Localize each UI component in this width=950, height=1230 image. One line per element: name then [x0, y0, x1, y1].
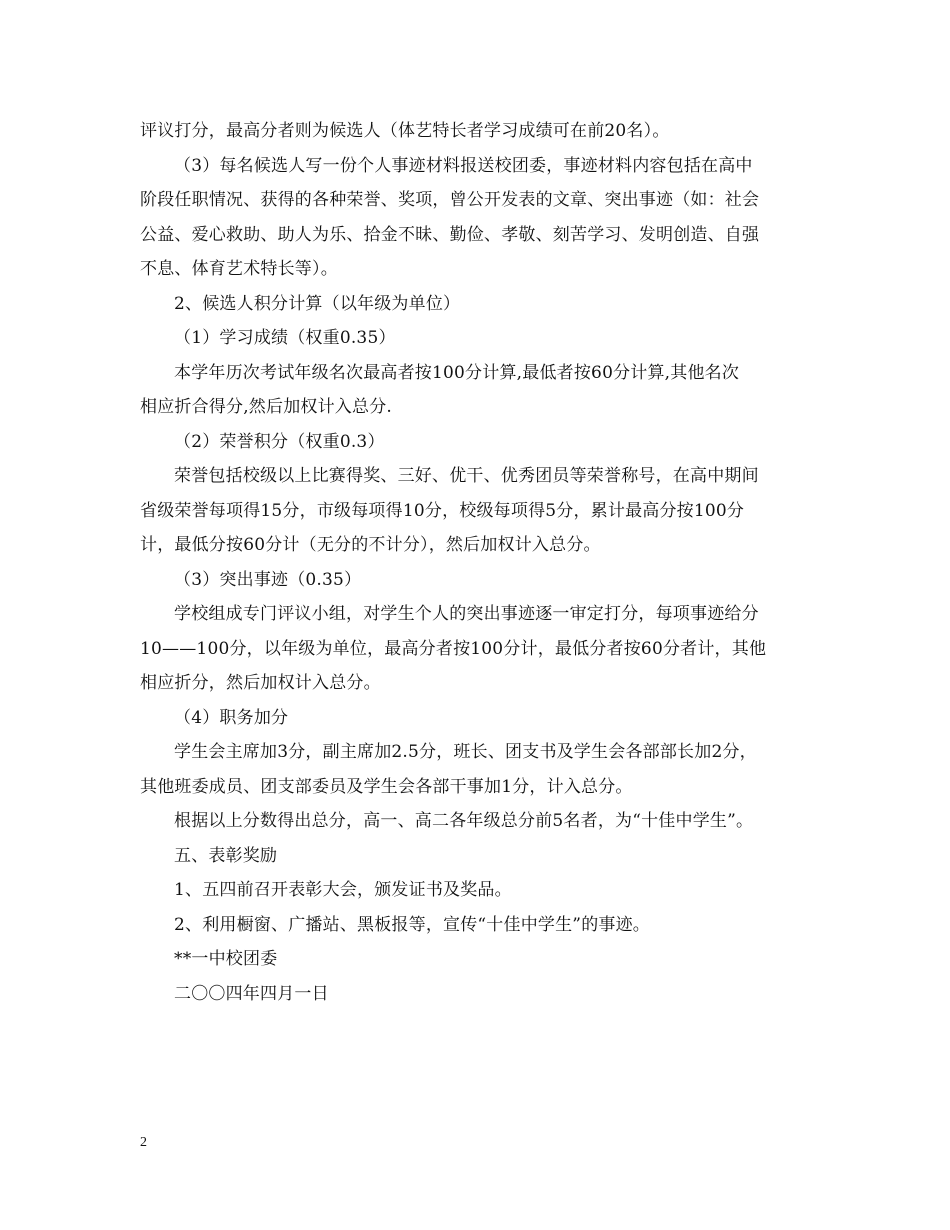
- signature-date: 二〇〇四年四月一日: [174, 983, 329, 1004]
- text-line: 阶段任职情况、获得的各种荣誉、奖项，曾公开发表的文章、突出事迹（如：社会: [140, 190, 760, 210]
- text-line: 1、五四前召开表彰大会，颁发证书及奖品。: [174, 880, 512, 900]
- text-line: 计，最低分按60分计（无分的不计分），然后加权计入总分。: [140, 535, 601, 555]
- text-line: 相应折合得分,然后加权计入总分.: [140, 397, 393, 417]
- text-line: 根据以上分数得出总分，高一、高二各年级总分前5名者，为“十佳中学生”。: [174, 811, 754, 831]
- text-line: （1）学习成绩（权重0.35）: [174, 328, 396, 348]
- text-line: 省级荣誉每项得15分，市级每项得10分，校级每项得5分，累计最高分按100分: [140, 500, 745, 521]
- text-line: 学生会主席加3分，副主席加2.5分，班长、团支书及学生会各部部长加2分，: [174, 742, 757, 762]
- text-line: 不息、体育艺术特长等）。: [140, 259, 338, 279]
- text-line: 其他班委成员、团支部委员及学生会各部干事加1分，计入总分。: [140, 776, 633, 797]
- section-heading: 五、表彰奖励: [174, 845, 278, 866]
- page-number: 2: [140, 1135, 147, 1150]
- text-line: 2、利用橱窗、广播站、黑板报等，宣传“十佳中学生”的事迹。: [174, 914, 650, 935]
- text-line: （4）职务加分: [174, 707, 289, 728]
- text-line: 学校组成专门评议小组，对学生个人的突出事迹逐一审定打分，每项事迹给分: [174, 604, 759, 624]
- text-line: （3）每名候选人写一份个人事迹材料报送校团委，事迹材料内容包括在高中: [174, 155, 753, 176]
- text-line: 公益、爱心救助、助人为乐、拾金不昧、勤俭、孝敬、刻苦学习、发明创造、自强: [140, 224, 760, 245]
- text-line: 相应折分，然后加权计入总分。: [140, 673, 381, 693]
- text-line: 荣誉包括校级以上比赛得奖、三好、优干、优秀团员等荣誉称号，在高中期间: [174, 466, 759, 486]
- text-line: （3）突出事迹（0.35）: [174, 569, 362, 590]
- document-body: [140, 114, 820, 1011]
- text-line: （2）荣誉积分（权重0.3）: [174, 431, 385, 452]
- text-line: 本学年历次考试年级名次最高者按100分计算,最低者按60分计算,其他名次: [174, 362, 740, 383]
- signature-organization: **一中校团委: [174, 949, 278, 969]
- text-line: 10——100分，以年级为单位，最高分者按100分计，最低分者按60分者计，其他: [140, 638, 767, 659]
- text-line: 评议打分，最高分者则为候选人（体艺特长者学习成绩可在前20名）。: [140, 121, 670, 141]
- text-line: 2、候选人积分计算（以年级为单位）: [174, 293, 461, 314]
